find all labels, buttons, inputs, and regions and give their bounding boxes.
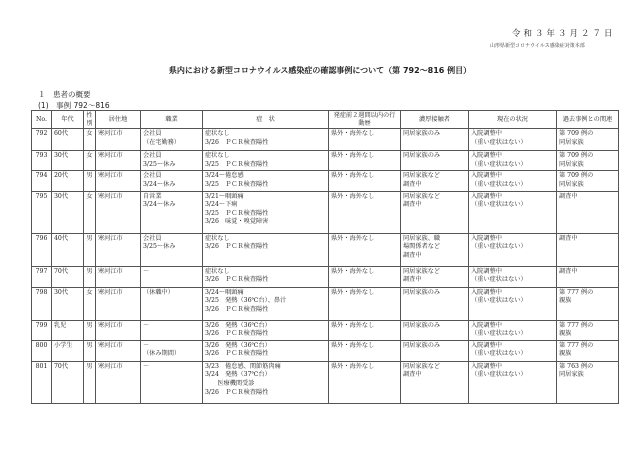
current-status-line: 入院調整中 [471,267,502,275]
related-cases-line: 第 777 例の [559,321,594,329]
close-contacts-line: 同居家族など [403,172,441,180]
activity-history: 県外・海外なし [329,361,401,403]
sex: 男 [84,266,96,287]
col-header: 症 状 [203,111,329,129]
close-contacts-line: 調査中 [403,371,422,379]
col-header: 濃厚接触者 [401,111,469,129]
current-status [469,233,557,266]
report-date: 令和３年３月２７日 [512,29,616,39]
current-status-line: （重い症状はない） [471,243,527,251]
case-number: 799 [32,320,52,340]
occupation-line: 3/24～休み [143,180,176,188]
current-status-line: （重い症状はない） [471,350,527,358]
age-group: 20代 [52,171,84,191]
occupation [141,320,203,340]
table-header-row [32,111,619,129]
related-cases-line: 第 763 例の [559,362,594,370]
activity-history: 県外・海外なし [329,233,401,266]
occupation [141,129,203,151]
current-status [469,287,557,320]
current-status-line: （重い症状はない） [471,201,527,209]
symptoms-line: 3/26 味覚・嗅覚障害 [205,218,269,226]
activity-history: 県外・海外なし [329,191,401,233]
occupation [141,266,203,287]
related-cases-line: 調査中 [559,192,578,200]
current-status [469,171,557,191]
table-row [32,266,619,287]
current-status [469,340,557,361]
close-contacts-line: 同居家族のみ [403,321,441,329]
related-cases-line: 第 777 例の [559,288,594,296]
activity-history: 県外・海外なし [329,151,401,171]
current-status-line: （重い症状はない） [471,276,527,284]
symptoms-line: 3/25 発熱（36℃台）、鼻汁 [205,297,287,305]
related-cases-line: 調査中 [559,234,578,242]
symptoms-line: 3/26 発熱（36℃台） [205,321,271,329]
related-cases [557,171,619,191]
current-status-line: 入院調整中 [471,192,502,200]
residence: 寒河江市 [96,320,141,340]
symptoms-line: 3/26 ＰＣＲ検査陽性 [205,138,269,146]
residence: 寒河江市 [96,151,141,171]
table-row [32,171,619,191]
case-number: 792 [32,129,52,151]
col-header: 職業 [141,111,203,129]
related-cases [557,151,619,171]
close-contacts [401,361,469,403]
occupation [141,287,203,320]
related-cases [557,320,619,340]
age-group: 小学生 [52,340,84,361]
related-cases [557,233,619,266]
current-status-line: （重い症状はない） [471,297,527,305]
occupation-line: （休職中） [143,288,174,296]
occupation-line: 会社員 [143,130,162,138]
symptoms-line: 3/26 ＰＣＲ検査陽性 [205,388,269,396]
occupation-line: － [143,362,150,370]
related-cases-line: 同居家族 [559,180,584,188]
symptoms-line: 3/24 発熱（37℃台） [205,371,271,379]
activity-history: 県外・海外なし [329,340,401,361]
symptoms-line: 医療機関受診 [205,379,255,387]
current-status-line: 入院調整中 [471,152,502,160]
symptoms-line: 3/26 ＰＣＲ検査陽性 [205,276,269,284]
current-status-line: 入院調整中 [471,234,502,242]
related-cases [557,361,619,403]
symptoms [203,320,329,340]
close-contacts [401,171,469,191]
close-contacts [401,287,469,320]
related-cases-line: 第 777 例の [559,341,594,349]
sex: 男 [84,361,96,403]
close-contacts-line: 同居家族のみ [403,341,441,349]
symptoms-line: 3/25 ＰＣＲ検査陽性 [205,180,269,188]
issuing-organization: 山形県新型コロナウイルス感染症対策本部 [490,43,585,49]
related-cases-line: 調査中 [559,267,578,275]
occupation-line: － [143,321,150,329]
col-header: 発症前２週間以内の行動歴 [329,111,401,129]
table-row [32,361,619,403]
current-status [469,320,557,340]
current-status-line: 入院調整中 [471,130,502,138]
symptoms [203,340,329,361]
close-contacts-line: 同居家族、職 [403,234,441,242]
related-cases [557,129,619,151]
age-group: 30代 [52,191,84,233]
sex: 男 [84,171,96,191]
close-contacts [401,233,469,266]
table-row [32,191,619,233]
activity-history: 県外・海外なし [329,320,401,340]
activity-history: 県外・海外なし [329,129,401,151]
close-contacts-line: 同居家族など [403,192,441,200]
close-contacts [401,129,469,151]
symptoms [203,129,329,151]
table-row [32,320,619,340]
sex: 男 [84,320,96,340]
sex: 女 [84,191,96,233]
col-header: 性別 [84,111,96,129]
subsection-heading: (1) 事例 792～816 [38,101,110,110]
related-cases-line: 第 709 例の [559,172,594,180]
close-contacts [401,151,469,171]
table-row [32,233,619,266]
close-contacts-line: 調査中 [403,251,422,259]
col-header: 現在の状況 [469,111,557,129]
symptoms-line: 3/26 ＰＣＲ検査陽性 [205,330,269,338]
table-row [32,151,619,171]
symptoms-line: 3/26 発熱（36℃台） [205,341,271,349]
related-cases-line: 第 709 例の [559,152,594,160]
sex: 男 [84,340,96,361]
age-group: 乳児 [52,320,84,340]
residence: 寒河江市 [96,266,141,287]
symptoms [203,151,329,171]
related-cases [557,191,619,233]
close-contacts-line: 同居家族など [403,267,441,275]
occupation-line: 3/25～休み [143,243,176,251]
symptoms-line: 3/21～咽頭痛 [205,192,244,200]
related-cases [557,266,619,287]
close-contacts [401,340,469,361]
occupation-line: － [143,267,150,275]
symptoms [203,361,329,403]
related-cases-line: 第 709 例の [559,130,594,138]
close-contacts-line: 同居家族のみ [403,288,441,296]
residence: 寒河江市 [96,129,141,151]
occupation-line: （在宅勤務） [143,138,181,146]
symptoms-line: 3/26 ＰＣＲ検査陽性 [205,243,269,251]
related-cases [557,340,619,361]
age-group: 60代 [52,129,84,151]
symptoms [203,171,329,191]
symptoms-line: 3/26 ＰＣＲ検査陽性 [205,305,269,313]
symptoms [203,266,329,287]
occupation-line: 3/24～休み [143,201,176,209]
related-cases-line: 親族 [559,330,572,338]
close-contacts-line: 同居家族など [403,362,441,370]
occupation-line: （休み期間） [143,350,181,358]
symptoms-line: 3/24～咽頭痛 [205,288,244,296]
close-contacts-line: 調査中 [403,276,422,284]
case-number: 800 [32,340,52,361]
residence: 寒河江市 [96,361,141,403]
close-contacts-line: 調査中 [403,201,422,209]
current-status-line: 入院調整中 [471,172,502,180]
current-status [469,266,557,287]
sex: 女 [84,287,96,320]
symptoms-line: 3/23 倦怠感、関節筋肉痛 [205,362,281,370]
occupation [141,171,203,191]
related-cases-line: 親族 [559,297,572,305]
symptoms [203,287,329,320]
residence: 寒河江市 [96,287,141,320]
case-number: 798 [32,287,52,320]
current-status [469,129,557,151]
symptoms-line: 3/24～下痢 [205,201,238,209]
close-contacts-line: 同居家族のみ [403,130,441,138]
symptoms [203,191,329,233]
col-header: 居住地 [96,111,141,129]
case-number: 793 [32,151,52,171]
current-status-line: 入院調整中 [471,288,502,296]
symptoms-line: 症状なし [205,267,230,275]
age-group: 40代 [52,233,84,266]
related-cases-line: 同居家族 [559,160,584,168]
sex: 男 [84,233,96,266]
current-status-line: （重い症状はない） [471,330,527,338]
residence: 寒河江市 [96,171,141,191]
symptoms-line: 3/24～倦怠感 [205,172,244,180]
close-contacts-line: 場関係者など [403,243,441,251]
current-status-line: （重い症状はない） [471,180,527,188]
occupation [141,191,203,233]
table-row [32,340,619,361]
symptoms-line: 症状なし [205,234,230,242]
residence: 寒河江市 [96,191,141,233]
current-status [469,151,557,171]
table-row [32,129,619,151]
related-cases-line: 同居家族 [559,138,584,146]
activity-history: 県外・海外なし [329,287,401,320]
related-cases-line: 同居家族 [559,371,584,379]
current-status-line: （重い症状はない） [471,371,527,379]
symptoms-line: 症状なし [205,152,230,160]
col-header: 年代 [52,111,84,129]
current-status [469,191,557,233]
sex: 女 [84,129,96,151]
close-contacts [401,191,469,233]
activity-history: 県外・海外なし [329,171,401,191]
table-row [32,287,619,320]
current-status-line: （重い症状はない） [471,138,527,146]
case-number: 797 [32,266,52,287]
case-number: 796 [32,233,52,266]
current-status-line: 入院調整中 [471,321,502,329]
symptoms-line: 3/25 ＰＣＲ検査陽性 [205,209,269,217]
occupation-line: 会社員 [143,152,162,160]
activity-history: 県外・海外なし [329,266,401,287]
age-group: 70代 [52,361,84,403]
age-group: 30代 [52,287,84,320]
occupation [141,233,203,266]
case-number: 801 [32,361,52,403]
residence: 寒河江市 [96,233,141,266]
case-number: 795 [32,191,52,233]
close-contacts [401,266,469,287]
symptoms-line: 症状なし [205,130,230,138]
residence: 寒河江市 [96,340,141,361]
symptoms [203,233,329,266]
col-header: 過去事例との関連 [557,111,619,129]
sex: 女 [84,151,96,171]
occupation-line: 会社員 [143,234,162,242]
close-contacts-line: 同居家族のみ [403,152,441,160]
document-title: 県内における新型コロナウイルス感染症の確認事例について（第 792～816 例目） [168,66,472,75]
close-contacts [401,320,469,340]
symptoms-line: 3/26 ＰＣＲ検査陽性 [205,350,269,358]
occupation-line: 自営業 [143,192,162,200]
age-group: 70代 [52,266,84,287]
occupation [141,151,203,171]
section-heading: １ 患者の概要 [38,90,91,99]
occupation-line: － [143,341,150,349]
case-table [31,110,619,404]
occupation-line: 3/25～休み [143,160,176,168]
symptoms-line: 3/25 ＰＣＲ検査陽性 [205,160,269,168]
close-contacts-line: 調査中 [403,180,422,188]
current-status [469,361,557,403]
related-cases [557,287,619,320]
related-cases-line: 親族 [559,350,572,358]
current-status-line: 入院調整中 [471,341,502,349]
case-number: 794 [32,171,52,191]
occupation [141,361,203,403]
occupation-line: 会社員 [143,172,162,180]
current-status-line: 入院調整中 [471,362,502,370]
age-group: 30代 [52,151,84,171]
col-header: No. [32,111,52,129]
current-status-line: （重い症状はない） [471,160,527,168]
occupation [141,340,203,361]
